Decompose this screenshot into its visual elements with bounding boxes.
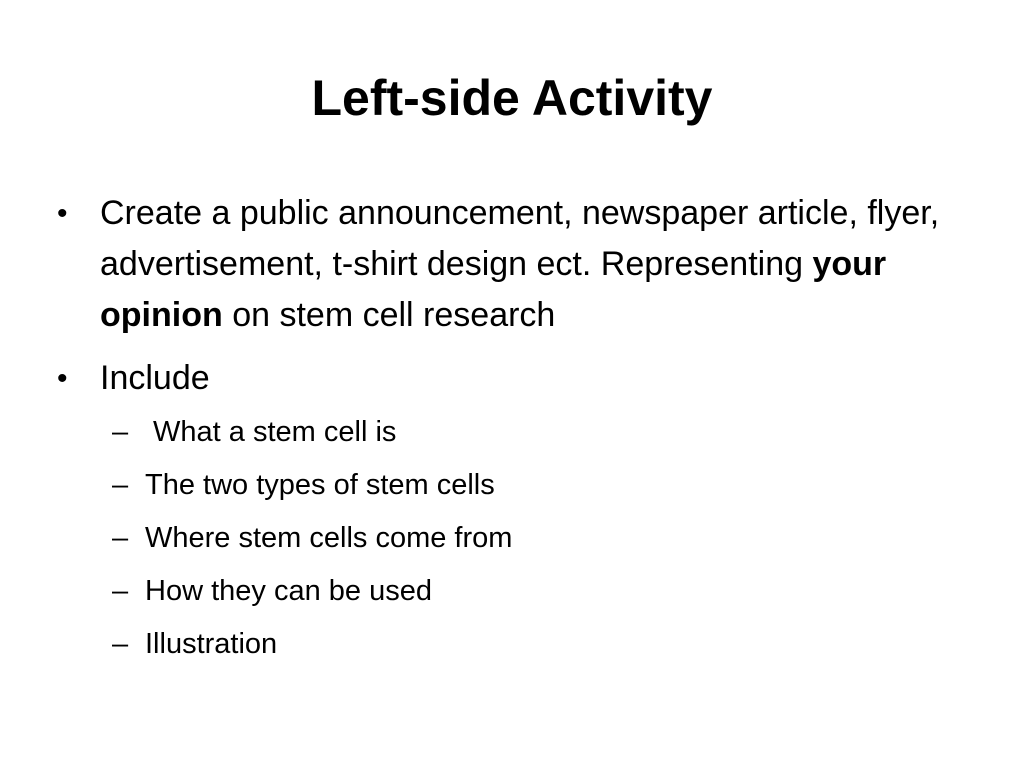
sub-list xyxy=(57,412,967,664)
dash-marker: – xyxy=(112,416,129,448)
bullet-item-include xyxy=(57,353,967,404)
bullet-text xyxy=(100,194,939,334)
dash-marker: – xyxy=(112,522,129,554)
dash-marker: – xyxy=(112,628,129,660)
bullet-text-part: on stem cell research xyxy=(222,296,556,334)
sub-item-text: How they can be used xyxy=(145,575,432,607)
sub-item xyxy=(57,412,967,452)
dash-marker: – xyxy=(112,469,129,501)
slide-title: Left-side Activity xyxy=(311,70,713,126)
bullet-marker: • xyxy=(57,197,68,230)
bullet-text: Include xyxy=(100,359,210,397)
sub-item-text: Illustration xyxy=(145,628,278,660)
slide-body xyxy=(57,188,967,677)
sub-item-text: What a stem cell is xyxy=(145,416,397,448)
bullet-text-emphasis: your opinion xyxy=(100,245,887,334)
sub-item xyxy=(57,518,967,558)
sub-item xyxy=(57,465,967,505)
sub-item-text: The two types of stem cells xyxy=(145,469,495,501)
sub-item-text: Where stem cells come from xyxy=(145,522,513,554)
sub-item xyxy=(57,624,967,664)
sub-item xyxy=(57,571,967,611)
dash-marker: – xyxy=(112,575,129,607)
bullet-item-create xyxy=(57,188,967,341)
bullet-text-part: Create a public announcement, newspaper article, flyer, advertisement, t-shirt design ect. Representing xyxy=(100,194,940,283)
bullet-marker: • xyxy=(57,362,68,395)
